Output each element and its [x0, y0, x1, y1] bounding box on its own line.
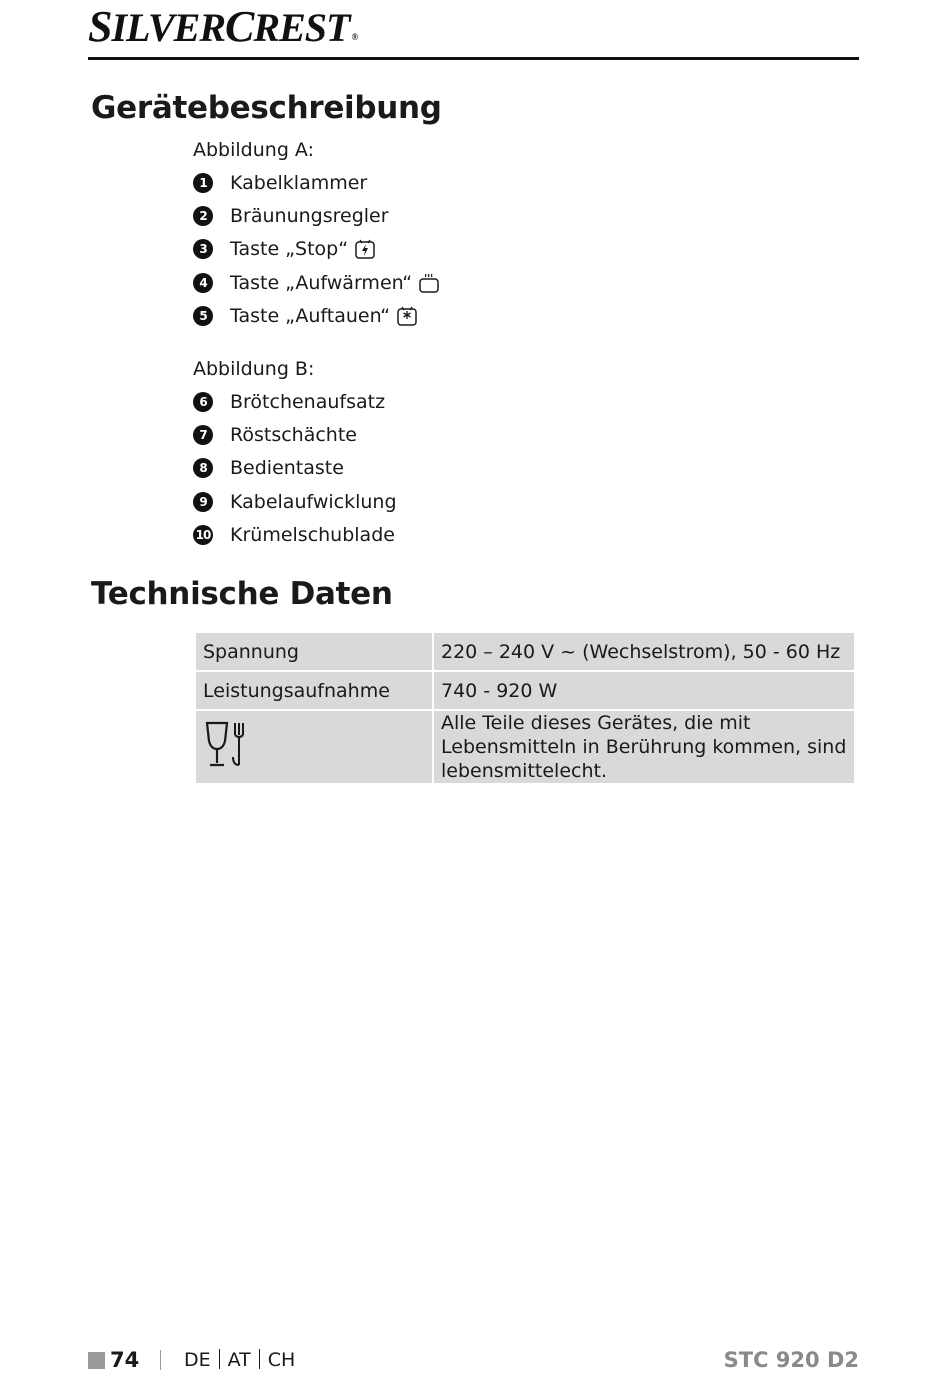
figure-a-list — [193, 166, 440, 333]
list-item — [193, 452, 397, 485]
footer-square — [88, 1352, 105, 1369]
table-row — [195, 710, 855, 784]
list-item — [193, 166, 440, 199]
reheat-icon — [418, 272, 440, 294]
specs-table — [194, 631, 856, 785]
spec-label: Spannung — [195, 632, 433, 671]
item-text: Bedientaste — [230, 457, 344, 480]
header-rule — [88, 57, 859, 60]
number-badge: 3 — [193, 239, 213, 259]
list-item — [193, 385, 397, 418]
lang-at: AT — [227, 1349, 251, 1371]
food-safe-icon — [203, 719, 249, 769]
section-title-description: Gerätebeschreibung — [91, 90, 442, 126]
page-number: 74 — [110, 1348, 140, 1372]
item-text: Taste „Stop“ — [230, 238, 349, 261]
number-badge: 7 — [193, 425, 213, 445]
model-number: STC 920 D2 — [723, 1348, 859, 1372]
number-badge: 10 — [193, 525, 213, 545]
spec-value: 740 - 920 W — [433, 671, 855, 710]
list-item — [193, 233, 440, 266]
figure-b-label: Abbildung B: — [193, 358, 315, 380]
brand-logo: SILVERCREST ® — [88, 2, 358, 51]
item-text: Taste „Auftauen“ — [230, 305, 391, 328]
list-item — [193, 519, 397, 552]
spec-label — [195, 710, 433, 784]
number-badge: 4 — [193, 273, 213, 293]
spec-value: Alle Teile dieses Gerätes, die mit Lebensmitteln in Berührung kommen, sind lebensmittelecht. — [433, 710, 855, 784]
item-text: Bräunungsregler — [230, 205, 389, 228]
number-badge: 8 — [193, 458, 213, 478]
item-text: Kabelaufwicklung — [230, 490, 397, 513]
list-item — [193, 199, 440, 232]
section-title-technical-data: Technische Daten — [91, 576, 393, 612]
lang-de: DE — [184, 1349, 211, 1371]
stop-icon — [354, 238, 376, 260]
list-item — [193, 418, 397, 451]
item-text: Taste „Aufwärmen“ — [230, 271, 413, 294]
item-text: Brötchenaufsatz — [230, 390, 386, 413]
item-text: Kabelklammer — [230, 171, 368, 194]
number-badge: 9 — [193, 492, 213, 512]
spec-value: 220 – 240 V ~ (Wechselstrom), 50 - 60 Hz — [433, 632, 855, 671]
lang-ch: CH — [267, 1349, 296, 1371]
item-text: Röstschächte — [230, 424, 357, 447]
number-badge: 2 — [193, 206, 213, 226]
figure-b-list — [193, 385, 397, 552]
number-badge: 1 — [193, 173, 213, 193]
item-text: Krümelschublade — [230, 524, 395, 547]
defrost-icon — [396, 305, 418, 327]
number-badge: 6 — [193, 392, 213, 412]
list-item — [193, 300, 440, 333]
table-row — [195, 671, 855, 710]
figure-a-label: Abbildung A: — [193, 139, 314, 161]
number-badge: 5 — [193, 306, 213, 326]
footer-separator — [160, 1350, 161, 1370]
table-row — [195, 632, 855, 671]
list-item — [193, 266, 440, 299]
list-item — [193, 485, 397, 518]
spec-label: Leistungsaufnahme — [195, 671, 433, 710]
footer-languages — [184, 1346, 295, 1374]
